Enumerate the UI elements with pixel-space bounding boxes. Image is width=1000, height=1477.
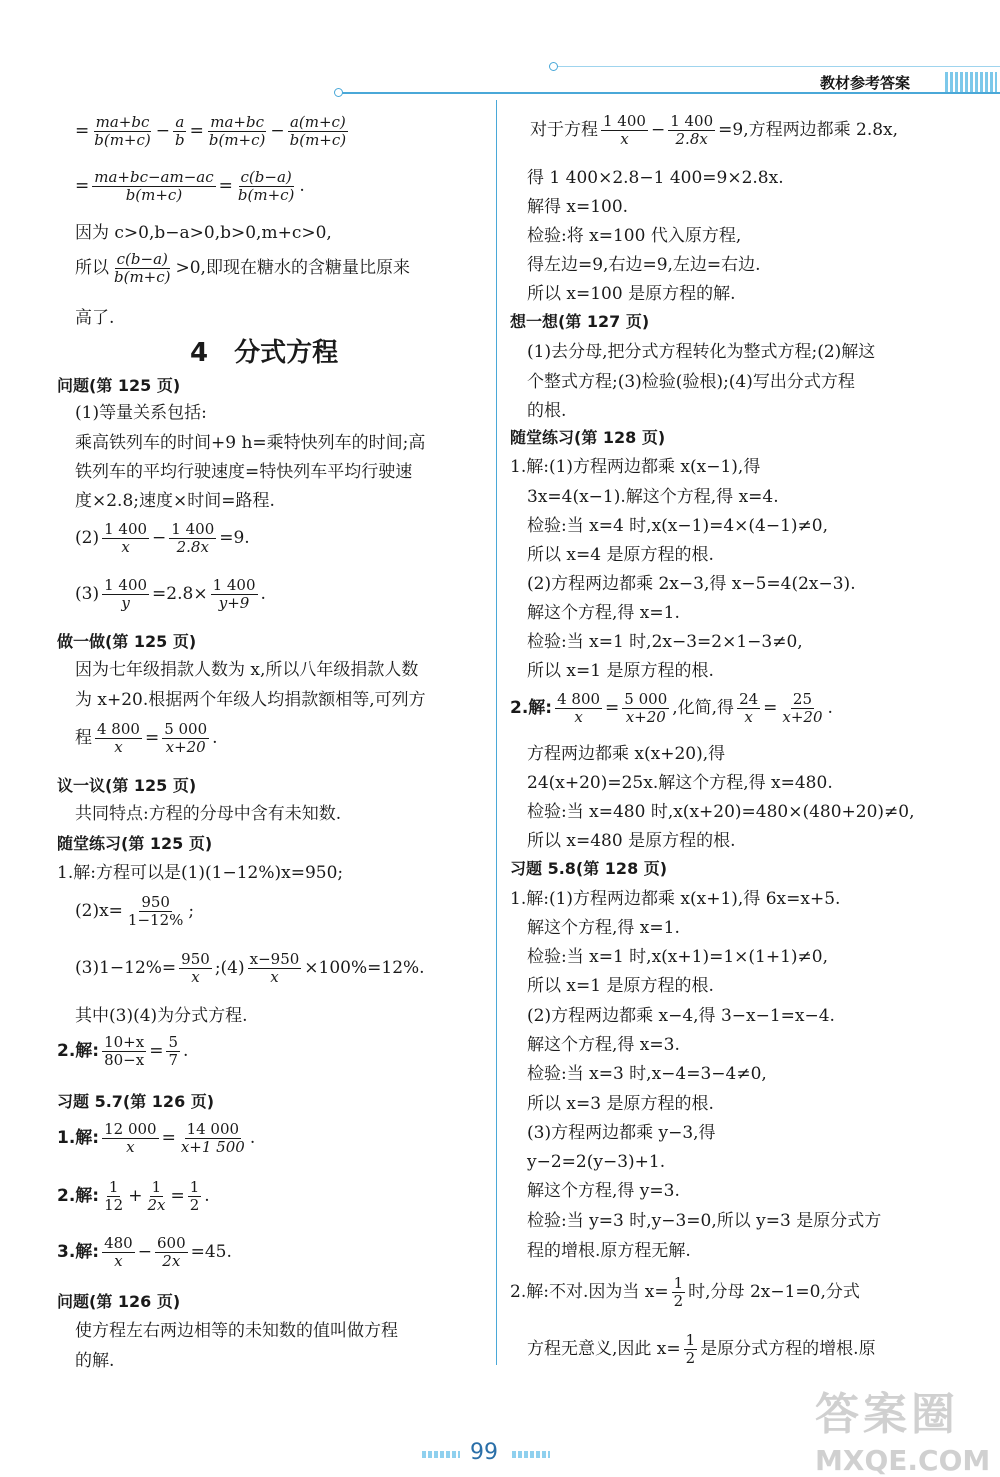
equation-line xyxy=(57,1122,255,1155)
fraction xyxy=(102,1180,125,1213)
denominator: x xyxy=(121,538,130,556)
section-heading: 习题 5.8(第 128 页) xyxy=(510,859,668,878)
text-line: 检验:当 x=4 时,x(x−1)=4×(4−1)≠0, xyxy=(527,516,828,536)
numerator: 1 xyxy=(189,1178,200,1196)
text: ×100%=12%. xyxy=(304,958,425,978)
text: . xyxy=(183,1041,189,1061)
denominator: 2 xyxy=(685,1349,696,1367)
text: (3) xyxy=(75,584,100,604)
eq-sign: = xyxy=(161,1128,176,1148)
period: . xyxy=(299,176,305,196)
eq-sign: = xyxy=(75,121,90,141)
text-line: y−2=2(y−3)+1. xyxy=(527,1152,666,1172)
text-line: 的解. xyxy=(75,1351,115,1371)
text: ,化简,得 xyxy=(672,698,735,718)
text: ;(4) xyxy=(214,958,245,978)
denominator: x xyxy=(191,968,200,986)
fraction xyxy=(112,252,173,285)
text-line: 解这个方程,得 x=3. xyxy=(527,1035,680,1055)
numerator: 1 400 xyxy=(104,576,148,594)
numerator: c(b−a) xyxy=(240,168,292,186)
numerator: ma+bc xyxy=(95,113,150,131)
watermark-logo xyxy=(815,1378,990,1477)
text-line: 检验:将 x=100 代入原方程, xyxy=(527,226,742,246)
numerator: 5 000 xyxy=(624,690,668,708)
text-line: 检验:当 x=3 时,x−4=3−4≠0, xyxy=(527,1064,767,1084)
text: . xyxy=(204,1186,210,1206)
minus-sign: − xyxy=(155,121,170,141)
text-line: 高了. xyxy=(75,308,115,328)
numerator: 12 000 xyxy=(104,1120,157,1138)
equation-line xyxy=(75,895,194,928)
numerator: ma+bc xyxy=(210,113,264,131)
fraction xyxy=(672,1276,686,1309)
denominator: 2 xyxy=(673,1292,684,1310)
numerator: 5 xyxy=(168,1033,179,1051)
fraction xyxy=(684,1333,698,1366)
text-line: 检验:当 y=3 时,y−3=0,所以 y=3 是原分式方 xyxy=(527,1211,882,1231)
text-line: 1.解:(1)方程两边都乘 x(x−1),得 xyxy=(510,457,761,477)
fraction xyxy=(622,692,669,725)
fraction xyxy=(102,578,149,611)
fraction xyxy=(92,170,215,203)
text-line: 1.解:(1)方程两边都乘 x(x+1),得 6x=x+5. xyxy=(510,889,841,909)
fraction xyxy=(236,170,297,203)
denominator: b(m+c) xyxy=(94,131,151,149)
plus-sign: + xyxy=(128,1186,143,1206)
text: . xyxy=(249,1128,256,1148)
answer-label: 2.解: xyxy=(510,698,553,718)
text: . xyxy=(260,584,266,604)
text-line: 检验:当 x=1 时,x(x+1)=1×(1+1)≠0, xyxy=(527,947,828,967)
section-title: 4 分式方程 xyxy=(190,338,339,368)
minus-sign: − xyxy=(152,528,167,548)
denominator: x xyxy=(620,130,629,148)
text: 程 xyxy=(75,728,92,748)
fraction xyxy=(166,1035,180,1068)
text: 所以 xyxy=(75,258,109,278)
fraction xyxy=(102,522,149,555)
answer-label: 3.解: xyxy=(57,1242,100,1262)
minus-sign: − xyxy=(137,1242,152,1262)
column-divider xyxy=(496,100,497,1365)
denominator: b(m+c) xyxy=(114,268,171,286)
numerator: 25 xyxy=(792,690,813,708)
fraction xyxy=(126,895,185,928)
fraction xyxy=(288,115,349,148)
header-dot-left xyxy=(334,88,343,97)
denominator: 1−12% xyxy=(127,911,184,929)
fraction xyxy=(737,692,760,725)
text-line: 检验:当 x=480 时,x(x+20)=480×(480+20)≠0, xyxy=(527,802,915,822)
text-line: 24(x+20)=25x.解这个方程,得 x=480. xyxy=(527,773,833,793)
equation-line xyxy=(530,114,898,147)
text: =9,方程两边都乘 2.8x, xyxy=(718,120,899,140)
numerator: c(b−a) xyxy=(116,250,168,268)
section-heading: 做一做(第 125 页) xyxy=(57,632,197,651)
text-line: 3x=4(x−1).解这个方程,得 x=4. xyxy=(527,487,779,507)
text-line: 所以 x=3 是原方程的根. xyxy=(527,1094,714,1114)
denominator: 2.8x xyxy=(176,538,209,556)
numerator: 1 400 xyxy=(603,112,646,130)
denominator: 7 xyxy=(168,1051,179,1069)
text: 是原分式方程的增根.原 xyxy=(700,1339,876,1359)
page-number-decoration-left xyxy=(422,1451,460,1458)
equation-line xyxy=(57,1180,210,1213)
text: 方程无意义,因此 x= xyxy=(527,1339,681,1359)
numerator: 950 xyxy=(141,893,170,911)
text-line: 解这个方程,得 x=1. xyxy=(527,603,680,623)
text-line: 因为七年级捐款人数为 x,所以八年级捐款人数 xyxy=(75,660,419,680)
text-line: 程的增根.原方程无解. xyxy=(527,1241,691,1261)
text-line: 其中(3)(4)为分式方程. xyxy=(75,1006,248,1026)
numerator: 1 400 xyxy=(104,520,148,538)
text-line: (2)方程两边都乘 2x−3,得 x−5=4(2x−3). xyxy=(527,574,856,594)
text: 对于方程 xyxy=(530,120,598,140)
text: =2.8× xyxy=(152,584,208,604)
text-line: 度×2.8;速度×时间=路程. xyxy=(75,491,275,511)
page-number-decoration-right xyxy=(512,1451,550,1458)
text-line: 解这个方程,得 y=3. xyxy=(527,1181,680,1201)
text: >0,即现在糖水的含糖量比原来 xyxy=(175,258,410,278)
denominator: x xyxy=(126,1138,135,1156)
fraction xyxy=(169,522,216,555)
equation-line xyxy=(57,1035,188,1068)
equation-line xyxy=(75,522,250,555)
derivation-line-4 xyxy=(75,252,410,285)
equation-line xyxy=(510,692,833,725)
eq-sign: = xyxy=(763,698,778,718)
denominator: 2x xyxy=(147,1196,166,1214)
denominator: 2 xyxy=(189,1196,200,1214)
denominator: 2x xyxy=(162,1252,181,1270)
text-line: 解得 x=100. xyxy=(527,197,629,217)
numerator: ma+bc−am−ac xyxy=(94,168,214,186)
text: . xyxy=(212,728,218,748)
text-line: (1)等量关系包括: xyxy=(75,403,207,423)
numerator: 4 800 xyxy=(557,690,601,708)
denominator: x+20 xyxy=(782,708,823,726)
fraction xyxy=(211,578,258,611)
eq-sign: = xyxy=(144,728,160,748)
watermark-logo-text: 答案圈 xyxy=(815,1389,959,1440)
text-line: 所以 x=1 是原方程的根. xyxy=(527,976,714,996)
denominator: x xyxy=(574,708,583,726)
numerator: 10+x xyxy=(104,1033,145,1051)
text: (3)1−12%= xyxy=(75,958,177,978)
numerator: 5 000 xyxy=(164,720,208,738)
answer-label: 1.解: xyxy=(57,1128,100,1148)
equation-line xyxy=(75,952,425,985)
text-line: 所以 x=100 是原方程的解. xyxy=(527,284,736,304)
denominator: x+1 500 xyxy=(180,1138,245,1156)
text-line: 所以 x=1 是原方程的根. xyxy=(527,661,714,681)
text: 2.解:不对.因为当 x= xyxy=(510,1282,669,1302)
text-line: 得左边=9,右边=9,左边=右边. xyxy=(527,255,761,275)
fraction xyxy=(102,1035,146,1068)
numerator: 1 xyxy=(685,1331,696,1349)
derivation-line-1 xyxy=(75,115,351,148)
text-line: 为 x+20.根据两个年级人均捐款额相等,可列方 xyxy=(75,690,426,710)
fraction xyxy=(601,114,648,147)
equation-line xyxy=(57,1236,232,1269)
header-decoration xyxy=(945,72,997,92)
text-line: 因为 c>0,b−a>0,b>0,m+c>0, xyxy=(75,223,332,243)
section-heading: 问题(第 125 页) xyxy=(57,376,181,395)
text-line: (1)去分母,把分式方程转化为整式方程;(2)解这 xyxy=(527,342,876,362)
numerator: 480 xyxy=(104,1234,133,1252)
fraction xyxy=(780,692,824,725)
fraction xyxy=(145,1180,167,1213)
fraction xyxy=(188,1180,202,1213)
text-line: 个整式方程;(3)检验(验根);(4)写出分式方程 xyxy=(527,372,855,392)
fraction xyxy=(155,1236,188,1269)
text-line: 方程两边都乘 x(x+20),得 xyxy=(527,744,726,764)
header-dot-top xyxy=(549,62,558,71)
numerator: 600 xyxy=(156,1234,186,1252)
denominator: 80−x xyxy=(104,1051,145,1069)
denominator: b xyxy=(175,131,185,149)
denominator: y+9 xyxy=(218,594,250,612)
fraction xyxy=(207,115,268,148)
header-rule-thin xyxy=(555,66,1000,67)
fraction xyxy=(173,115,187,148)
denominator: x xyxy=(114,738,123,756)
numerator: 1 400 xyxy=(670,112,714,130)
answer-label: 2.解: xyxy=(57,1186,100,1206)
numerator: 1 xyxy=(673,1274,684,1292)
fraction xyxy=(248,952,302,985)
text-line: 使方程左右两边相等的未知数的值叫做方程 xyxy=(75,1321,398,1341)
fraction xyxy=(92,115,153,148)
text: . xyxy=(827,698,833,718)
text: 时,分母 2x−1=0,分式 xyxy=(688,1282,860,1302)
numerator: a(m+c) xyxy=(289,113,346,131)
watermark-site: MXQE.COM xyxy=(815,1444,991,1477)
section-heading: 想一想(第 127 页) xyxy=(510,312,650,331)
text-line: 1.解:方程可以是(1)(1−12%)x=950; xyxy=(57,863,344,883)
text-line: 解这个方程,得 x=1. xyxy=(527,918,680,938)
numerator: 14 000 xyxy=(186,1120,240,1138)
text: (2)x= xyxy=(75,901,123,921)
fraction xyxy=(102,1122,159,1155)
denominator: x+20 xyxy=(625,708,666,726)
fraction xyxy=(179,952,212,985)
text-line: 乘高铁列车的时间+9 h=乘特快列车的时间;高 xyxy=(75,433,426,453)
denominator: b(m+c) xyxy=(237,186,295,204)
text-line: (2)方程两边都乘 x−4,得 3−x−1=x−4. xyxy=(527,1006,835,1026)
text-line: 共同特点:方程的分母中含有未知数. xyxy=(75,804,342,824)
text: =9. xyxy=(219,528,250,548)
numerator: 1 400 xyxy=(212,576,256,594)
fraction xyxy=(162,722,209,755)
equation-line xyxy=(75,722,218,755)
equation-line xyxy=(510,1276,860,1309)
fraction xyxy=(179,1122,247,1155)
text-line: 的根. xyxy=(527,401,567,421)
denominator: x xyxy=(270,968,279,986)
section-heading: 习题 5.7(第 126 页) xyxy=(57,1092,215,1111)
denominator: x xyxy=(114,1252,123,1270)
header-title: 教材参考答案 xyxy=(819,74,910,92)
eq-sign: = xyxy=(189,121,204,141)
fraction xyxy=(668,114,715,147)
equation-line xyxy=(75,578,266,611)
eq-sign: = xyxy=(605,698,620,718)
text-line: 检验:当 x=1 时,2x−3=2×1−3≠0, xyxy=(527,632,803,652)
numerator: 1 400 xyxy=(171,520,215,538)
denominator: x xyxy=(744,708,753,726)
numerator: x−950 xyxy=(249,950,300,968)
text: (2) xyxy=(75,528,100,548)
text-line: 所以 x=480 是原方程的根. xyxy=(527,831,736,851)
denominator: y xyxy=(121,594,130,612)
minus-sign: − xyxy=(650,120,666,140)
eq-sign: = xyxy=(75,176,90,196)
text-line: (3)方程两边都乘 y−3,得 xyxy=(527,1123,716,1143)
numerator: 1 xyxy=(151,1178,162,1196)
numerator: 4 800 xyxy=(97,720,140,738)
denominator: b(m+c) xyxy=(208,131,266,149)
minus-sign: − xyxy=(270,121,285,141)
text-line: 所以 x=4 是原方程的根. xyxy=(527,545,714,565)
derivation-line-2 xyxy=(75,170,305,203)
numerator: 24 xyxy=(739,690,759,708)
text: =45. xyxy=(190,1242,232,1262)
section-heading: 随堂练习(第 128 页) xyxy=(510,428,666,447)
denominator: x+20 xyxy=(165,738,206,756)
numerator: a xyxy=(175,113,185,131)
numerator: 950 xyxy=(181,950,210,968)
fraction xyxy=(555,692,602,725)
text: ; xyxy=(188,901,195,921)
eq-sign: = xyxy=(170,1186,185,1206)
answer-label: 2.解: xyxy=(57,1041,100,1061)
denominator: b(m+c) xyxy=(289,131,347,149)
denominator: 2.8x xyxy=(675,130,708,148)
denominator: 12 xyxy=(104,1196,124,1214)
fraction xyxy=(102,1236,135,1269)
equation-line xyxy=(527,1333,876,1366)
section-heading: 议一议(第 125 页) xyxy=(57,776,197,795)
denominator: b(m+c) xyxy=(125,186,183,204)
text-line: 铁列车的平均行驶速度=特快列车平均行驶速 xyxy=(75,462,413,482)
eq-sign: = xyxy=(218,176,233,196)
fraction xyxy=(95,722,142,755)
text-line: 得 1 400×2.8−1 400=9×2.8x. xyxy=(527,168,784,188)
section-heading: 随堂练习(第 125 页) xyxy=(57,834,213,853)
eq-sign: = xyxy=(149,1041,164,1061)
numerator: 1 xyxy=(108,1178,119,1196)
section-heading: 问题(第 126 页) xyxy=(57,1292,181,1311)
page-number: 99 xyxy=(470,1440,498,1465)
